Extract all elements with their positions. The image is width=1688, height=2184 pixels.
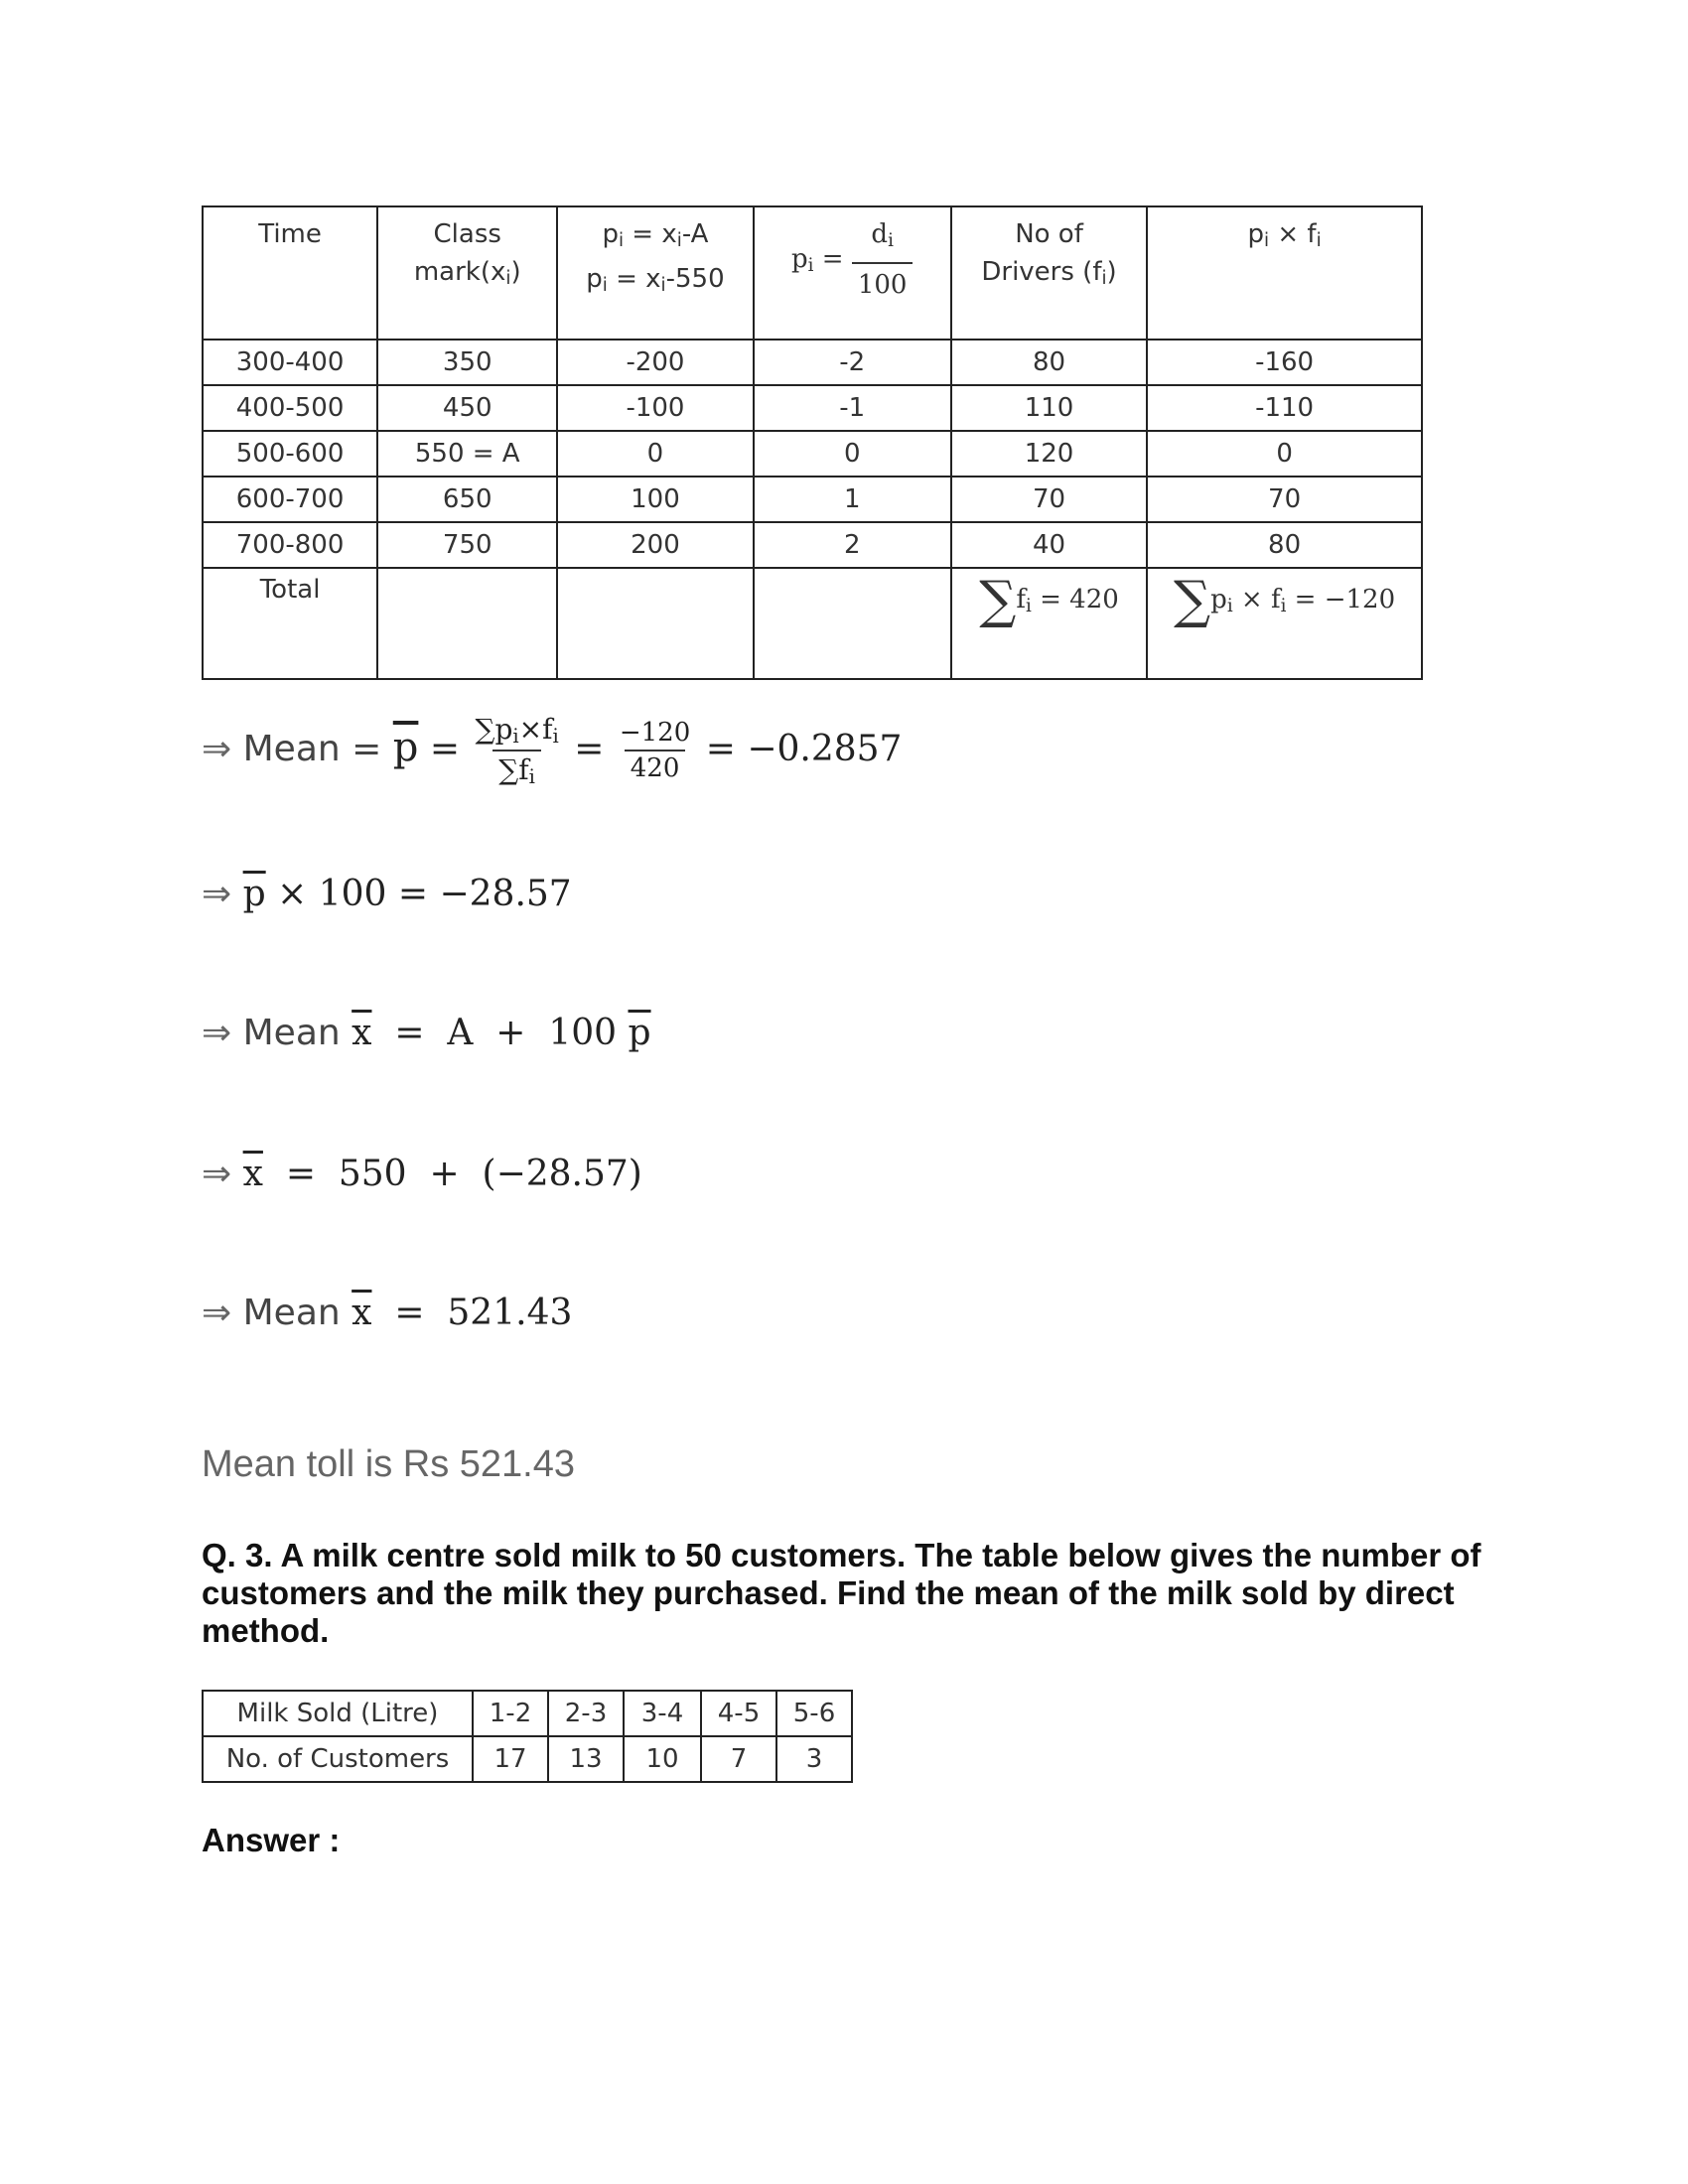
cell-scaled: -2 <box>754 340 951 385</box>
equation-mean-formula: ⇒ Mean $\overline{x} = A + 100$ $\overline{p}$ <box>202 1013 651 1053</box>
question-text: Q. 3. A milk centre sold milk to 50 customers. The table below gives the number of customers and the milk they purchased. Find the mean of the milk sold by direct method. <box>202 1537 1481 1649</box>
sum-frequency: $\sum f_i = 420$ <box>951 568 1147 679</box>
header-product: $p_i \times f_i$ <box>1147 206 1422 340</box>
header-drivers: No of Drivers $(f_i)$ <box>951 206 1147 340</box>
cell-value: 3-4 <box>624 1691 701 1736</box>
cell-deviation: 100 <box>557 477 753 522</box>
cell-class-mark: 350 <box>377 340 557 385</box>
equation-substitution: ⇒ $\overline{x} = 550 + (-28.57)$ <box>202 1154 642 1194</box>
table-header-row <box>203 206 1422 340</box>
table-row <box>203 1691 852 1736</box>
equation-pbar-times-100: ⇒ $\overline{p} \times 100 = -28.57$ <box>202 874 572 914</box>
cell-frequency: 80 <box>951 340 1147 385</box>
cell-product: 80 <box>1147 522 1422 568</box>
pi-fraction: $\frac{d_i}{100}$ <box>852 215 914 304</box>
conclusion-text: Mean toll is Rs 521.43 <box>202 1443 575 1485</box>
cell-value: 1-2 <box>473 1691 548 1736</box>
cell-product: -110 <box>1147 385 1422 431</box>
cell-scaled: 0 <box>754 431 951 477</box>
cell-time: 400-500 <box>203 385 377 431</box>
cell-scaled: 2 <box>754 522 951 568</box>
cell-value: 7 <box>701 1736 776 1782</box>
cell-value: 3 <box>776 1736 852 1782</box>
table-row <box>203 1736 852 1782</box>
cell-class-mark: 450 <box>377 385 557 431</box>
cell-empty <box>557 568 753 679</box>
cell-time: 500-600 <box>203 431 377 477</box>
cell-value: 4-5 <box>701 1691 776 1736</box>
header-class-mark: Class $mark(x_i)$ <box>377 206 557 340</box>
cell-deviation: 200 <box>557 522 753 568</box>
total-label: Total <box>203 568 377 679</box>
header-pi-deviation: $p_i = x_i-A$ $p_i = x_i-550$ <box>557 206 753 340</box>
toll-table <box>202 205 1423 680</box>
cell-empty <box>754 568 951 679</box>
equation-mean-result: ⇒ Mean $\overline{x} = 521.43$ <box>202 1293 573 1333</box>
cell-product: -160 <box>1147 340 1422 385</box>
table-row <box>203 385 1422 431</box>
cell-class-mark: 650 <box>377 477 557 522</box>
table-row <box>203 431 1422 477</box>
cell-product: 0 <box>1147 431 1422 477</box>
cell-scaled: -1 <box>754 385 951 431</box>
cell-value: 2-3 <box>548 1691 624 1736</box>
header-time: Time <box>203 206 377 340</box>
equation-mean-p: ⇒ Mean = $\overline{p}$ = $\frac{\sum p_i\times f_i}{\sum f_i}$ = $\frac{-120}{420}$ = −0.2857 <box>202 713 903 788</box>
cell-class-mark: 550 = A <box>377 431 557 477</box>
table-total-row <box>203 568 1422 679</box>
table-row <box>203 477 1422 522</box>
cell-time: 700-800 <box>203 522 377 568</box>
cell-frequency: 70 <box>951 477 1147 522</box>
cell-frequency: 110 <box>951 385 1147 431</box>
milk-table <box>202 1690 853 1783</box>
cell-value: 5-6 <box>776 1691 852 1736</box>
cell-label: Milk Sold (Litre) <box>203 1691 473 1736</box>
table-row <box>203 522 1422 568</box>
sum-product: $\sum p_i \times f_i = -120$ <box>1147 568 1422 679</box>
cell-deviation: 0 <box>557 431 753 477</box>
cell-deviation: -100 <box>557 385 753 431</box>
header-pi-scaled: $p_i$ = $\frac{d_i}{100}$ <box>754 206 951 340</box>
cell-deviation: -200 <box>557 340 753 385</box>
answer-label: Answer : <box>202 1822 341 1858</box>
cell-scaled: 1 <box>754 477 951 522</box>
cell-class-mark: 750 <box>377 522 557 568</box>
cell-product: 70 <box>1147 477 1422 522</box>
cell-time: 600-700 <box>203 477 377 522</box>
table-row <box>203 340 1422 385</box>
fraction-sum: $\frac{\sum p_i\times f_i}{\sum f_i}$ <box>475 713 559 788</box>
cell-label: No. of Customers <box>203 1736 473 1782</box>
cell-frequency: 40 <box>951 522 1147 568</box>
cell-frequency: 120 <box>951 431 1147 477</box>
cell-empty <box>377 568 557 679</box>
fraction-values: $\frac{-120}{420}$ <box>619 718 691 783</box>
cell-value: 17 <box>473 1736 548 1782</box>
cell-value: 10 <box>624 1736 701 1782</box>
cell-time: 300-400 <box>203 340 377 385</box>
cell-value: 13 <box>548 1736 624 1782</box>
